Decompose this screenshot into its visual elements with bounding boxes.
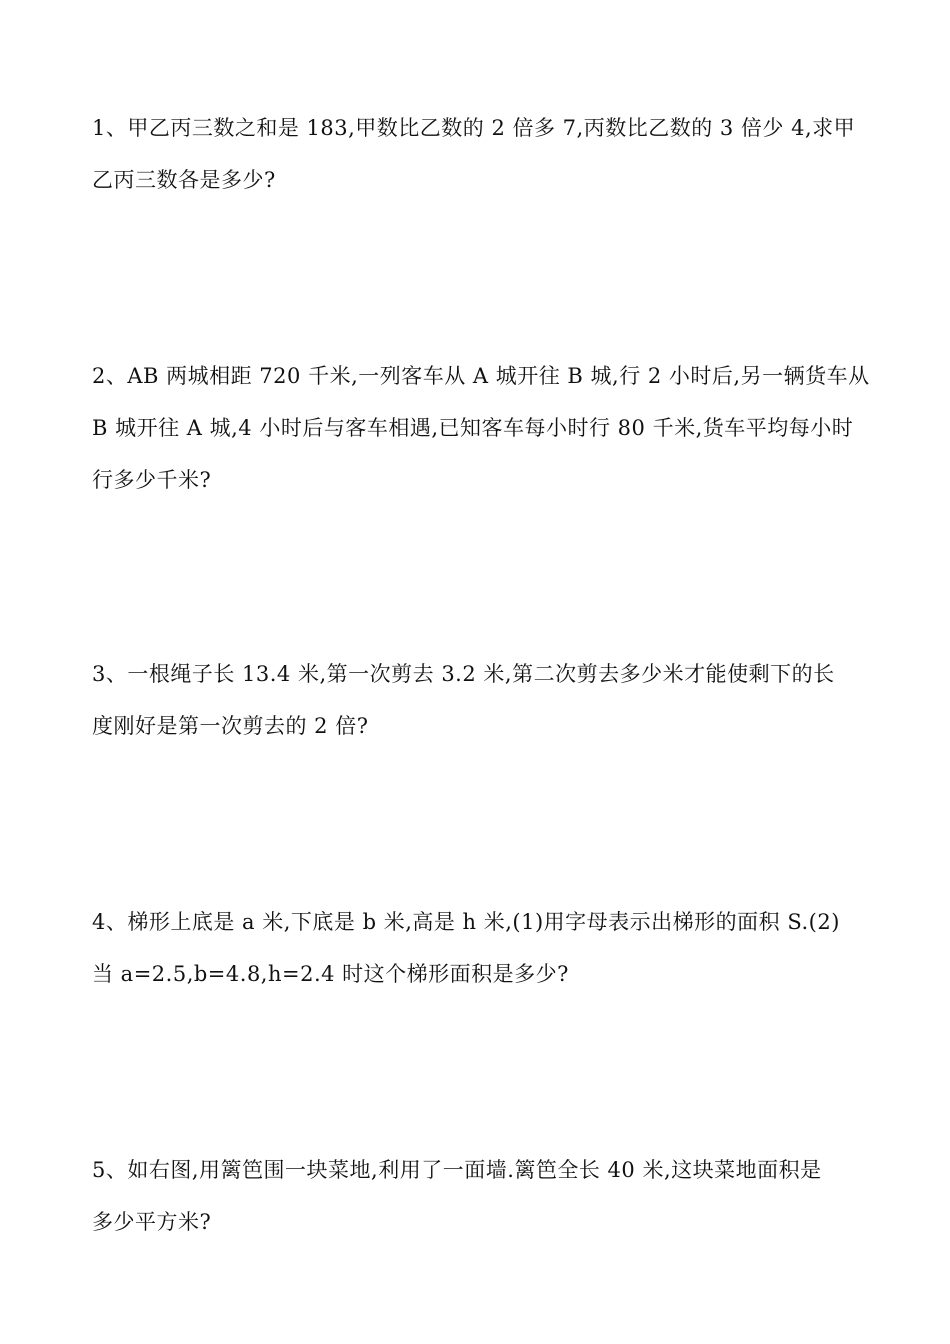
question-2: [92, 350, 870, 506]
question-4: [92, 896, 862, 1000]
question-5: [92, 1144, 862, 1248]
question-line: 当 a=2.5,b=4.8,h=2.4 时这个梯形面积是多少?: [92, 962, 569, 986]
question-line: 乙丙三数各是多少?: [92, 168, 276, 192]
question-line: 行多少千米?: [92, 468, 212, 492]
question-line: 5、如右图,用篱笆围一块菜地,利用了一面墙.篱笆全长 40 米,这块菜地面积是: [92, 1158, 822, 1182]
question-3: [92, 648, 862, 752]
question-line: 3、一根绳子长 13.4 米,第一次剪去 3.2 米,第二次剪去多少米才能使剩下的长: [92, 662, 835, 686]
question-line: 多少平方米?: [92, 1210, 212, 1234]
question-1: [92, 102, 862, 206]
question-line: 度刚好是第一次剪去的 2 倍?: [92, 714, 369, 738]
question-line: 1、甲乙丙三数之和是 183,甲数比乙数的 2 倍多 7,丙数比乙数的 3 倍少 4,求甲: [92, 116, 856, 140]
question-line: 4、梯形上底是 a 米,下底是 b 米,高是 h 米,(1)用字母表示出梯形的面积 S.(2): [92, 910, 840, 934]
question-line: B 城开往 A 城,4 小时后与客车相遇,已知客车每小时行 80 千米,货车平均每小时: [92, 416, 854, 440]
question-line: 2、AB 两城相距 720 千米,一列客车从 A 城开往 B 城,行 2 小时后,另一辆货车从: [92, 364, 870, 388]
